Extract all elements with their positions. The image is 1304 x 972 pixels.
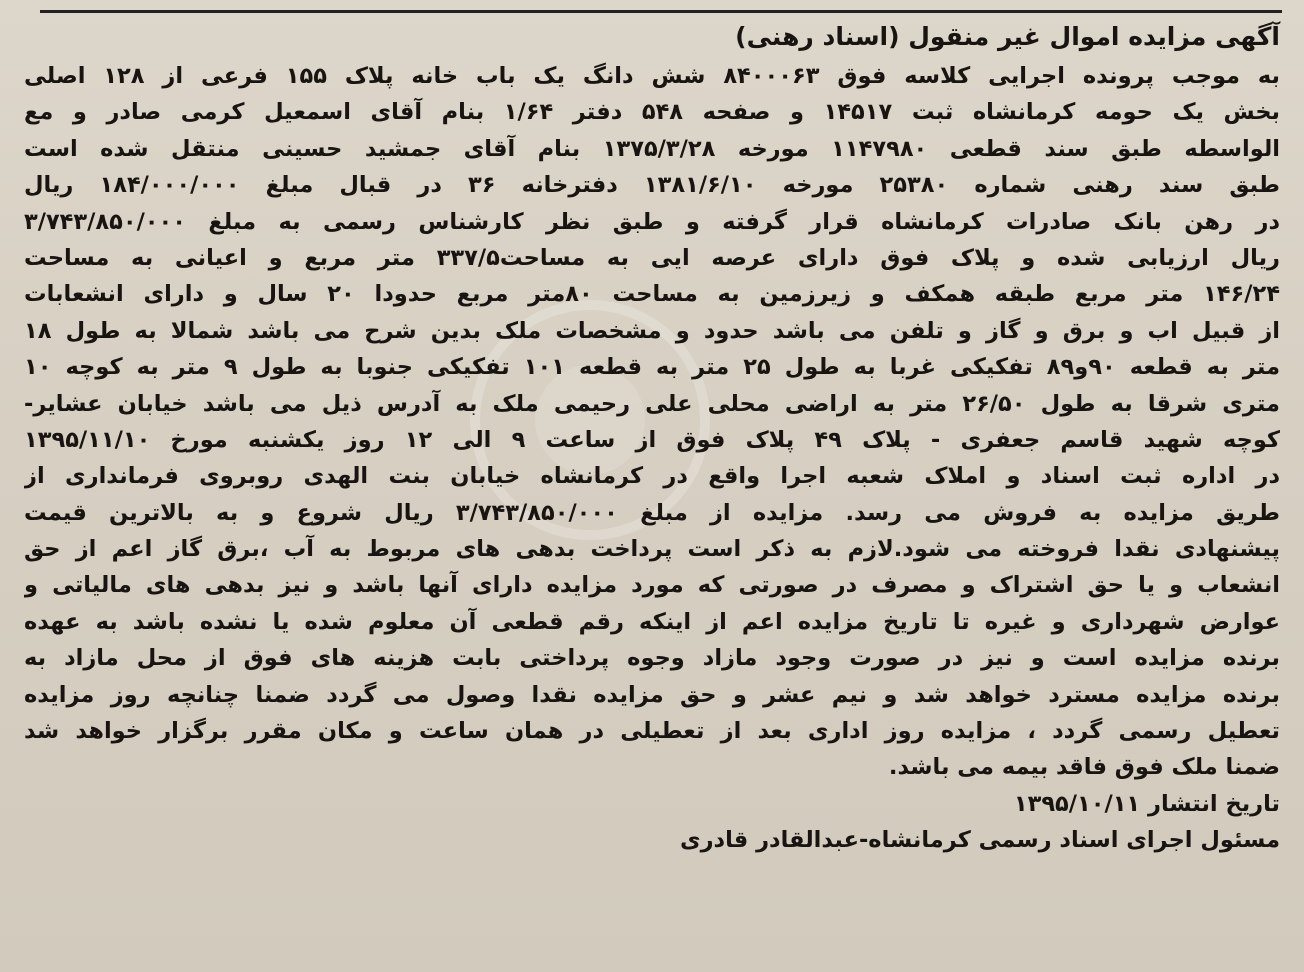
notice-line: از قبیل اب و برق و گاز و تلفن می باشد حدود و مشخصات ملک بدین شرح می باشد شمالا به طول ۱۸ [24, 317, 1280, 344]
notice-line: متری شرقا به طول ۲۶/۵۰ متر به اراضی محلی علی رحیمی ملک به آدرس ذیل می باشد خیابان عشایر- [24, 390, 1280, 417]
notice-line: متر به قطعه ۹۰و۸۹ تفکیکی غربا به طول ۲۵ متر به قطعه ۱۰۱ تفکیکی جنوبا به طول ۹ متر به کوچه ۱۰ [24, 354, 1280, 381]
notice-line: ریال ارزیابی شده و پلاک فوق دارای عرصه ایی به مساحت۳۳۷/۵ متر مربع و اعیانی به مساحت [24, 244, 1280, 271]
notice-line: در رهن بانک صادرات کرمانشاه قرار گرفته و طبق نظر کارشناس رسمی به مبلغ ۳/۷۴۳/۸۵۰/۰۰۰ [24, 208, 1280, 235]
notice-line: برنده مزایده است و نیز در صورت وجود مازاد وجوه پرداختی بابت هزینه های فوق از محل مازاد به [24, 645, 1280, 672]
notice-line: الواسطه طبق سند قطعی ۱۱۴۷۹۸۰ مورخه ۱۳۷۵/۳/۲۸ بنام آقای جمشید حسینی منتقل شده است [24, 135, 1280, 162]
notice-line: پیشنهادی نقدا فروخته می شود.لازم به ذکر است پرداخت بدهی های مربوط به آب ،برق گاز اعم از حق [24, 536, 1280, 563]
notice-line: بخش یک حومه کرمانشاه ثبت ۱۴۵۱۷ و صفحه ۵۴۸ دفتر ۱/۶۴ بنام آقای اسمعیل کرمی صادر و مع [24, 99, 1280, 126]
auction-notice [24, 16, 1280, 859]
publication-date: تاریخ انتشار ۱۳۹۵/۱۰/۱۱ [1013, 790, 1280, 817]
notice-line: انشعاب و یا حق اشتراک و مصرف در صورتی که مورد مزایده دارای آنها باشد و نیز بدهی های مالیاتی و [24, 572, 1280, 599]
notice-line: به موجب پرونده اجرایی کلاسه فوق ۸۴۰۰۰۶۳ شش دانگ یک باب خانه پلاک ۱۵۵ فرعی از ۱۲۸ اصلی [24, 63, 1280, 89]
notice-footer [24, 786, 1280, 859]
notice-line: طریق مزایده به فروش می رسد. مزایده از مبلغ ۳/۷۴۳/۸۵۰/۰۰۰ ریال شروع و به بالاترین قیمت [24, 499, 1280, 526]
notice-line: تعطیل رسمی گردد ، مزایده روز اداری بعد از تعطیلی در همان ساعت و مکان مقرر برگزار خواهد شد [24, 718, 1280, 745]
notice-line: ۱۴۶/۲۴ متر مربع طبقه همکف و زیرزمین به مساحت ۸۰متر مربع حدودا ۲۰ سال و دارای انشعابات [24, 281, 1280, 308]
notice-line: برنده مزایده مسترد خواهد شد و نیم عشر و حق مزایده نقدا وصول می گردد ضمنا چنانچه روز مزایده [24, 681, 1280, 708]
notice-title: آگهی مزایده اموال غیر منقول (اسناد رهنی) [735, 22, 1280, 51]
notice-line: طبق سند رهنی شماره ۲۵۳۸۰ مورخه ۱۳۸۱/۶/۱۰ دفترخانه ۳۶ در قبال مبلغ ۱۸۴/۰۰۰/۰۰۰ ریال [24, 172, 1280, 199]
signature-line: مسئول اجرای اسناد رسمی کرمانشاه-عبدالقادر قادری [679, 827, 1280, 854]
top-rule [40, 10, 1282, 13]
notice-body [24, 58, 1280, 786]
notice-line: در اداره ثبت اسناد و املاک شعبه اجرا واقع در کرمانشاه خیابان بنت الهدی روبروی فرمانداری از [24, 463, 1280, 490]
notice-line: کوچه شهید قاسم جعفری - پلاک ۴۹ پلاک فوق از ساعت ۹ الی ۱۲ روز یکشنبه مورخ ۱۳۹۵/۱۱/۱۰ [24, 426, 1280, 453]
notice-line: عوارض شهرداری و غیره تا تاریخ مزایده اعم از اینکه رقم قطعی آن معلوم شده یا نشده باشد به عهده [24, 608, 1280, 635]
notice-line: ضمنا ملک فوق فاقد بیمه می باشد. [888, 754, 1280, 781]
